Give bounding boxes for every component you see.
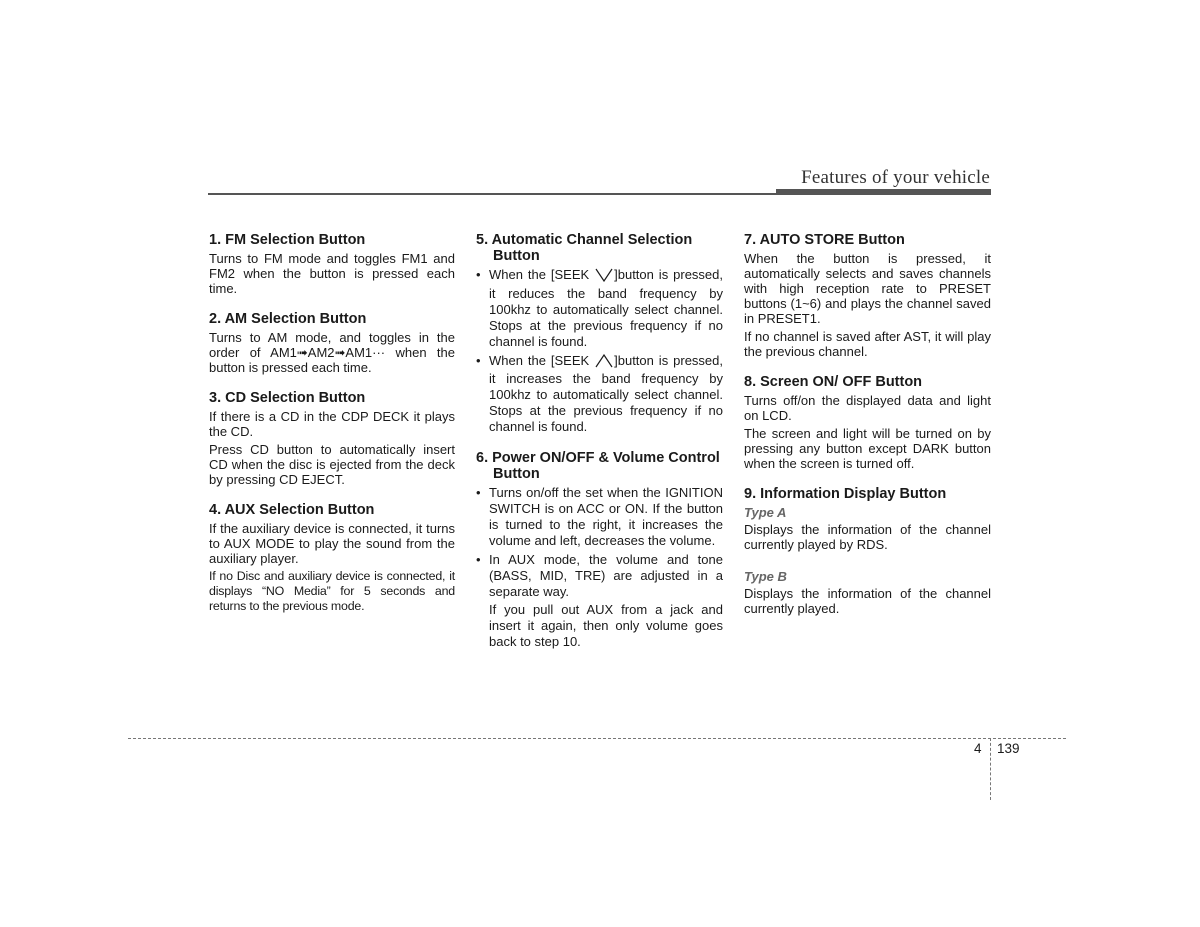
section-text: Turns off/on the displayed data and light on LCD. [744, 393, 991, 423]
section-power-volume [476, 450, 723, 650]
section-screen [744, 374, 991, 471]
section-text: If there is a CD in the CDP DECK it plays the CD. [209, 409, 455, 439]
section-am [209, 311, 455, 375]
bullet-text: • Turns on/off the set when the IGNITION SWITCH is on ACC or ON. If the button is turned to the right, it increases the volume and left, decreases the volume. [489, 485, 723, 548]
section-auto-store [744, 232, 991, 359]
column-1 [209, 232, 455, 629]
list-item [476, 552, 723, 650]
section-text: If the auxiliary device is connected, it turns to AUX MODE to play the sound from the auxiliary player. [209, 521, 455, 566]
list-item [476, 485, 723, 549]
section-text: Press CD button to automatically insert CD when the disc is ejected from the deck by pressing CD EJECT. [209, 442, 455, 487]
section-fm [209, 232, 455, 296]
list-item [476, 267, 723, 350]
section-text: Turns to AM mode, and toggles in the order of AM1➟AM2➟AM1··· when the button is pressed each time. [209, 330, 455, 375]
section-title: 9. Information Display Button [744, 486, 947, 502]
chevron-up-icon [595, 354, 613, 372]
section-title: 8. Screen ON/ OFF Button [744, 374, 923, 390]
section-title: 6. Power ON/OFF & Volume Control Button [476, 450, 720, 483]
bullet-text: When the [SEEK [489, 352, 595, 368]
section-text: Displays the information of the channel currently played by RDS. [744, 522, 991, 552]
header-rule [208, 193, 776, 195]
footer-divider [990, 738, 991, 800]
section-text: When the button is pressed, it automatically selects and saves channels with high reception rate to PRESET buttons (1~6) and plays the channel saved in PRESET1. [744, 251, 991, 326]
column-3 [744, 232, 991, 631]
section-text: If no channel is saved after AST, it will play the previous channel. [744, 329, 991, 359]
section-title: 5. Automatic Channel Selection Button [476, 232, 693, 264]
bullet-text: ]button is pressed, it increases the band frequency by 100khz to automatically select channel. Stops at the previous frequency if no channel is found. [489, 352, 723, 435]
bullet-text: When the [SEEK [489, 267, 595, 282]
section-cd [209, 390, 455, 487]
type-label: Type B [744, 569, 787, 584]
chevron-down-icon [595, 268, 613, 286]
section-text: Displays the information of the channel currently played. [744, 586, 991, 616]
bullet-text: ]button is pressed, it reduces the band frequency by 100khz to automatically select channel. Stops at the previous frequency if no channel is found. [489, 267, 723, 349]
type-label: Type A [744, 505, 787, 520]
section-text: The screen and light will be turned on by pressing any button except DARK button when the screen is turned off. [744, 426, 991, 471]
section-title: 1. FM Selection Button [209, 232, 366, 248]
header-title: Features of your vehicle [801, 167, 990, 188]
bullet-text: • In AUX mode, the volume and tone (BASS, MID, TRE) are adjusted in a separate way. [489, 551, 723, 599]
page-number: 139 [997, 741, 1020, 756]
chapter-number: 4 [974, 741, 982, 756]
section-title: 2. AM Selection Button [209, 311, 367, 327]
footer-rule [128, 738, 1066, 739]
list-item [476, 353, 723, 436]
section-info-display [744, 486, 991, 616]
column-2 [476, 232, 723, 665]
section-title: 7. AUTO STORE Button [744, 232, 905, 248]
section-text: Turns to FM mode and toggles FM1 and FM2 when the button is pressed each time. [209, 251, 455, 296]
section-title: 3. CD Selection Button [209, 390, 366, 406]
section-auto-channel [476, 232, 723, 435]
section-title: 4. AUX Selection Button [209, 502, 375, 518]
header-rule-accent [776, 189, 991, 195]
bullet-text: If you pull out AUX from a jack and insert it again, then only volume goes back to step 10. [489, 602, 723, 650]
section-aux [209, 502, 455, 614]
section-text: If no Disc and auxiliary device is connected, it displays “NO Media” for 5 seconds and returns to the previous mode. [209, 569, 455, 613]
